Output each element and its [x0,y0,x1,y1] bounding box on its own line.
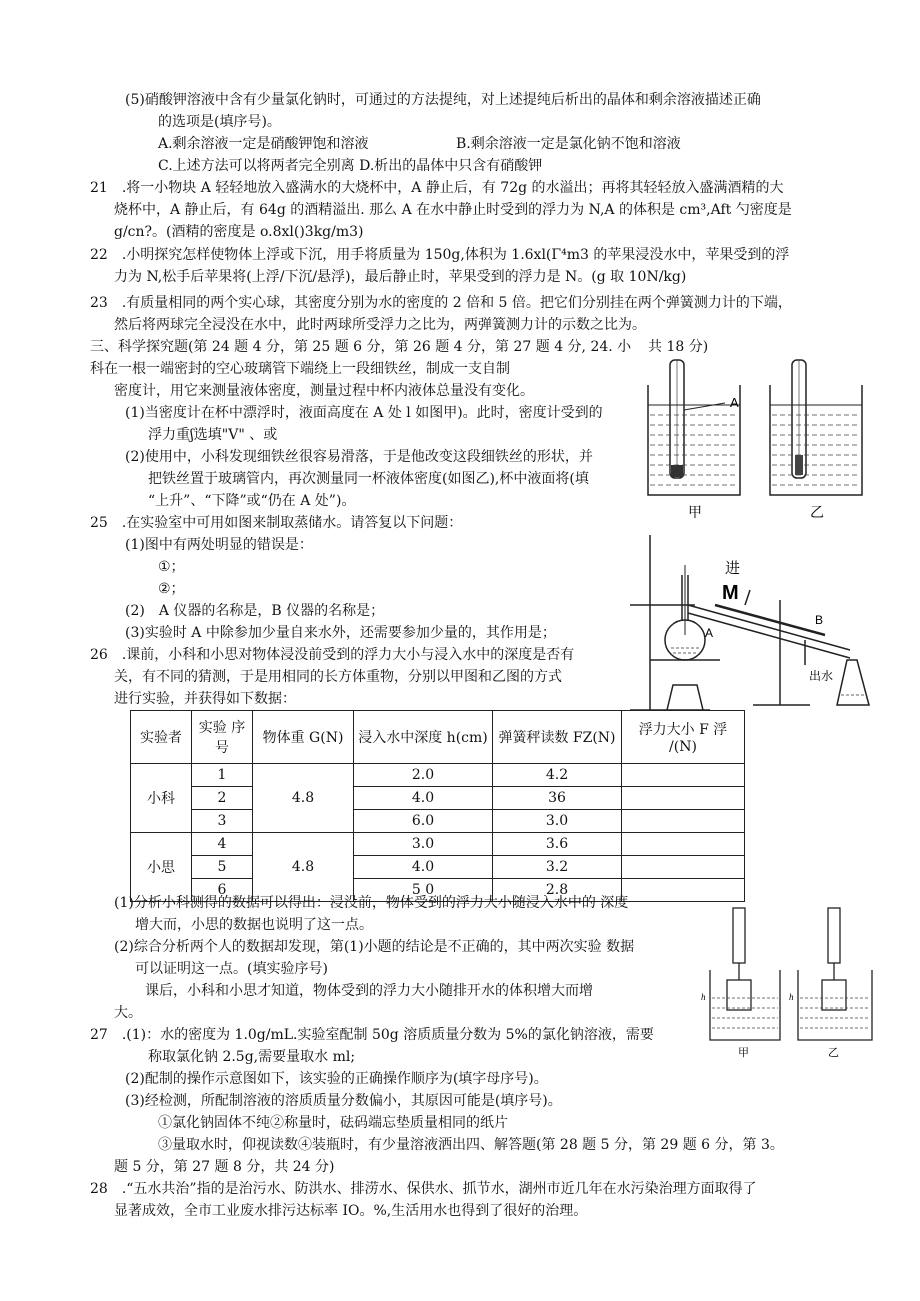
question-21: 21 .将一小物块 A 轻轻地放入盛满水的大烧杯中，A 静止后，有 72g 的水溢出；再将其轻轻放入盛满酒精的大 [90,180,784,196]
text-line: 密度计，用它来测量液体密度，测量过程中杯内液体总量没有变化。 [114,383,534,399]
water-pattern-yi [772,415,860,485]
cell-depth: 5 0 [354,879,493,902]
water-pattern-jia [650,415,738,485]
table-row [131,787,745,810]
section-three-total: 共 18 分) [648,339,709,355]
group-weight: 4.8 [253,833,354,902]
label-jin: 进 [725,559,741,577]
text-line: 大。 [114,1005,142,1021]
text-line: 增大而，小思的数据也说明了这一点。 [135,917,373,933]
text-line: 关，有不同的猜测，于是用相同的长方体重物，分别以甲图和乙图的方式 [114,669,562,685]
header-line: 实验 序 [198,720,246,736]
option-a: A.剩余溶液一定是硝酸钾饱和溶液 [158,136,369,152]
label-m: M [722,582,739,604]
question-28: 28 .“五水共治”指的是治污水、防洪水、排涝水、保供水、抓节水，湖州市近几年在水污染治理方面取得了 [90,1181,757,1197]
cell-no: 5 [192,856,253,879]
section-four-heading: 题 5 分，第 27 题 8 分，共 24 分) [114,1159,335,1175]
cell-no: 3 [192,810,253,833]
table-row [131,810,745,833]
text-line: (2)配制的操作示意图如下，该实验的正确操作顺序为(填字母序号)。 [125,1071,548,1087]
cell-no: 4 [192,833,253,856]
group-weight: 4.8 [253,764,354,833]
header-cell [192,711,253,764]
label-yi: 乙 [810,505,824,521]
cell-reading: 2.8 [493,879,622,902]
text-line: ①氯化钠固体不纯②称量时，砝码端忘垫质量相同的纸片 [158,1115,508,1131]
question-26: 26 .课前，小科和小思对物体浸没前受到的浮力大小与浸入水中的深度是否有 [90,647,575,663]
cell-no: 1 [192,764,253,787]
label-jia: 甲 [738,1046,749,1059]
table-row [131,856,745,879]
cell-buoy [622,810,745,833]
label-h: h [789,992,794,1002]
table-header-row [131,711,745,764]
question-24: 科在一根一端密封的空心玻璃管下端绕上一段细铁丝，制成一支自制 [90,361,510,377]
text-line: (1)分析小科测得的数据可以得出：浸没前，物体受到的浮力大小随浸入水中的 深度 [114,895,629,911]
cell-buoy [622,833,745,856]
header-cell: 浸入水中深度 h(cm) [354,711,493,764]
question-23: 23 .有质量相同的两个实心球，其密度分别为水的密度的 2 倍和 5 倍。把它们分别挂在两个弹簧测力计的下端， [90,295,792,311]
text-line: ①； [158,559,185,575]
cell-buoy [622,856,745,879]
liquid-marks [671,648,865,695]
inlet-tube [745,590,750,605]
cell-reading: 3.6 [493,833,622,856]
iron-wire-coil [671,465,683,477]
figure-buoyancy [700,900,890,1060]
text-line: (3)实验时 A 中除参加少量自来水外，还需要参加少量的，其作用是； [125,625,556,641]
cell-no: 6 [192,879,253,902]
text-line: (5)硝酸钾溶液中含有少量氯化钠时，可通过的方法提纯，对上述提纯后析出的晶体和剩余溶液描述正确 [125,92,761,108]
block-jia [727,980,751,1010]
text-line: 可以证明这一点。(填实验序号) [135,961,328,977]
label-a: A [705,626,714,640]
cell-reading: 3.0 [493,810,622,833]
text-line: (1)图中有两处明显的错误是： [125,537,313,553]
iron-wire-inside [795,455,803,475]
text-line: 浮力重ʃ选填"V" 、或 [148,427,278,443]
cell-buoy [622,787,745,810]
header-line: /(N) [669,739,697,755]
burner [667,685,703,710]
text-line: 进行实验，并获得如下数据： [114,691,296,707]
section-three-heading: 三、科学探究题(第 24 题 4 分，第 25 题 6 分，第 26 题 4 分，第 27 题 4 分, 24. 小 [90,339,632,355]
text-line: 烧杯中，A 静止后，有 64g 的酒精溢出. 那么 A 在水中静止时受到的浮力为 N,A 的体积是 cm³,Aft 勺密度是 [114,202,792,218]
group-name: 小科 [131,764,192,833]
text-line: 称取氯化钠 2.5g,需要量取水 ml; [148,1049,356,1065]
label-yi: 乙 [828,1046,839,1059]
text-line: 课后，小科和小思才知道，物体受到的浮力大小随排开水的体积增大而增 [145,983,593,999]
text-line: ②； [158,581,185,597]
cell-buoy [622,879,745,902]
spring-scale-jia [733,908,745,963]
table-row [131,764,745,787]
cell-depth: 4.0 [354,787,493,810]
text-line: (3)经检测，所配制溶液的溶质质量分数偏小，其原因可能是(填序号)。 [125,1093,562,1109]
text-line: 力为 N,松手后苹果将(上浮/下沉/悬浮)，最后静止时，苹果受到的浮力是 N。(g 取 10N/kg) [114,269,687,285]
cell-reading: 4.2 [493,764,622,787]
text-line: 把铁丝置于玻璃管内，再次测量同一杯液体密度(如图乙),杯中液面将(填 [148,471,589,487]
question-25: 25 .在实验室中可用如图来制取蒸储水。请答复以下问题： [90,515,463,531]
cell-reading: 36 [493,787,622,810]
condenser-jacket [715,605,825,635]
cell-buoy [622,764,745,787]
cell-depth: 2.0 [354,764,493,787]
label-jia: 甲 [688,505,702,521]
cell-no: 2 [192,787,253,810]
option-cd: C.上述方法可以将两者完全别离 D.析出的晶体中只含有硝酸钾 [158,158,543,174]
text-line: “上升”、“下降”或“仍在 A 处”)。 [148,493,356,509]
header-cell: 实验者 [131,711,192,764]
figure-density-meter [640,355,880,525]
table-row [131,833,745,856]
text-line: (2) A 仪器的名称是，B 仪器的名称是； [125,603,385,619]
text-line: 然后将两球完全浸没在水中，此时两球所受浮力之比为，两弹簧测力计的示数之比为。 [114,317,646,333]
text-line: 显著成效，全市工业废水排污达标率 IO。%,生活用水也得到了很好的治理。 [114,1203,588,1219]
text-line: 的选项是(填序号)。 [158,114,281,130]
question-27: 27 .(1)：水的密度为 1.0g/mL.实验室配制 50g 溶质质量分数为 5%的氯化钠溶液，需要 [90,1027,654,1043]
header-cell: 弹簧秤读数 FZ(N) [493,711,622,764]
figure-distillation [625,535,895,715]
header-cell: 物体重 G(N) [253,711,354,764]
text-line: g/cn?。(酒精的密度是 o.8xl()3kg/m3) [114,224,364,240]
block-yi [822,980,846,1010]
label-out: 出水 [809,669,834,683]
label-b: B [815,613,824,627]
receiving-flask [837,660,869,705]
text-line: (2)综合分析两个人的数据却发现，第(1)小题的结论是不正确的，其中两次实验 数据 [114,939,635,955]
header-cell [622,711,745,764]
question-22: 22 .小明探究怎样使物体上浮或下沉，用手将质量为 150g,体积为 1.6xl(Γ⁴m3 的苹果浸没水中，苹果受到的浮 [90,247,790,263]
spring-scale-yi [828,908,840,963]
text-line: (1)当密度计在杯中漂浮时，液面高度在 A 处 l 如图甲)。此时，密度计受到的 [125,405,603,421]
header-line: 浮力大小 F 浮 [638,722,728,738]
option-b: B.剩余溶液一定是氯化钠不饱和溶液 [456,136,681,152]
text-line: (2)使用中，小科发现细铁丝很容易滑落，于是他改变这段细铁丝的形状，并 [125,449,593,465]
data-table [130,710,745,902]
cell-depth: 4.0 [354,856,493,879]
label-h: h [701,992,706,1002]
cell-reading: 3.2 [493,856,622,879]
header-line: 号 [215,740,229,756]
group-name: 小思 [131,833,192,902]
cell-depth: 6.0 [354,810,493,833]
label-a: A [730,395,739,410]
text-line: ③量取水时，仰视读数④装瓶时，有少量溶液洒出四、解答题(第 28 题 5 分，第 29 题 6 分，第 3。 [158,1137,784,1153]
cell-depth: 3.0 [354,833,493,856]
